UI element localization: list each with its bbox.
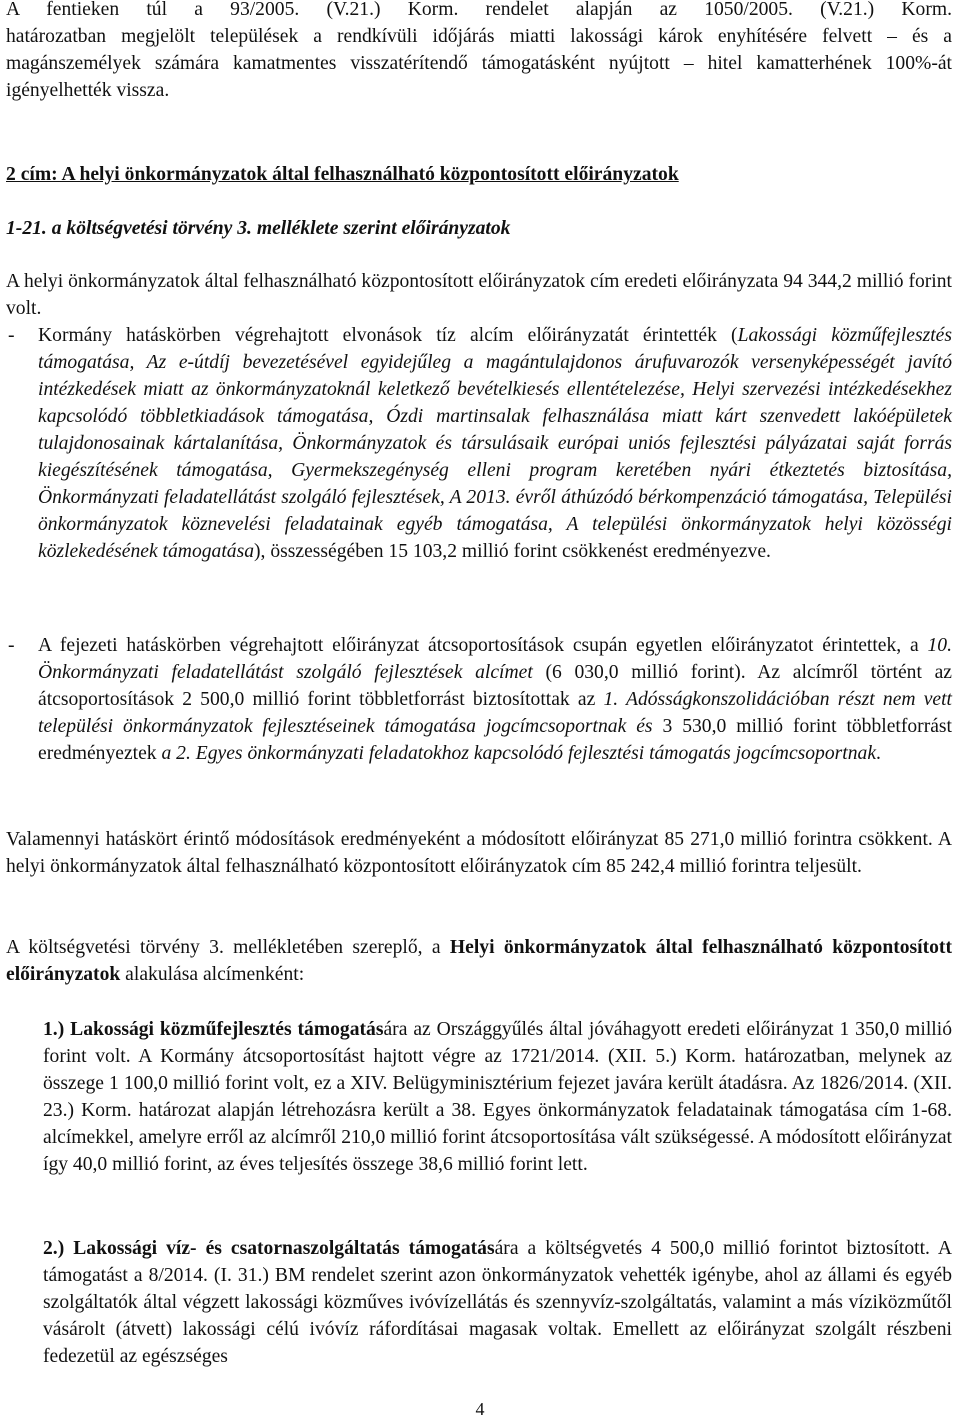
bullet-text: A fejezeti hatáskörben végrehajtott előirányzat átcsoportosítások csupán egyetlen előirányzatot érintettek, a: [38, 635, 928, 656]
bullet-italic: a 2. Egyes önkormányzati feladatokhoz kapcsolódó fejlesztési támogatás jogcímcsoportnak: [161, 743, 877, 764]
item-text: ára az Országgyűlés által jóváhagyott eredeti előirányzat 1 350,0 millió forint volt. A Kormány átcsoportosítást hajtott végre az 1721/2014. (XII. 5.) Korm. határozatban, melynek az összege 1 100,0 millió forint volt, ez a XIV. Belügyminisztérium fejezet javára került átadásra. Az 1826/2014. (XII. 23.) Korm. határozat alapján létrehozásra került a 38. Egyes önkormányzatok feladatainak támogatása cím 1-68. alcímekkel, amelyre erről az alcímről 210,0 millió forint átcsoportosítása vált szükségessé. A módosított előirányzat így 40,0 millió forint, az éves teljesítés összege 38,6 millió forint lett.: [43, 1019, 952, 1175]
bullet-text: 3 530,0 millió forint többletforrást eredményeztek: [38, 716, 953, 764]
intro-paragraph: határozatban megjelölt települések a rendkívüli időjárás miatti lakossági károk enyhítésére felvett – és a magánszemélyek számára kamatmentes visszatérítendő támogatásként nyújtott – hitel kamatterhének 100%-át igényelhették vissza.: [6, 26, 952, 101]
bullet-italic-list: Lakossági közműfejlesztés támogatása, Az e-útdíj bevezetésével egyidejűleg a magántulajdonos árufuvarozók versenyképességét javító intézkedések miatt az önkormányzatoknál keletkező bevételkiesés ellentételezése, Helyi szervezési intézkedésekhez kapcsolódó többletkiadások támogatása, Ózdi martinsalak felhasználása miatt kárt szenvedett lakóépületek tulajdonosainak kártalanítása, Önkormányzatok és társulásaik európai uniós fejlesztési pályázatai saját forrás kiegészítésének támogatása, Gyermekszegénység elleni program keretében nyári étkeztetés biztosítása, Önkormányzati feladatellátást szolgáló fejlesztések, A 2013. évről áthúzódó bérkompenzáció támogatása, Települési önkormányzatok köznevelési feladatainak egyéb támogatása, A települési önkormányzatok helyi közösségi közlekedésének támogatása: [38, 325, 952, 562]
item-1-utility-development: [43, 1016, 952, 1178]
paragraph-modified-appropriation: Valamennyi hatáskört érintő módosítások eredményeként a módosított előirányzat 85 271,0 millió forintra csökkent. A helyi önkormányzatok által felhasználható központosított előirányzatok cím 85 242,4 millió forintra teljesült.: [6, 829, 952, 877]
bullet-text: .: [876, 743, 881, 764]
para-text: alakulása alcímenként:: [120, 964, 305, 985]
paragraph-original-appropriation: A helyi önkormányzatok által felhasználható központosított előirányzatok cím eredeti előirányzata 94 344,2 millió forint volt.: [6, 271, 952, 319]
item-text: ára a költségvetés 4 500,0 millió forintot biztosított. A támogatást a 8/2014. (I. 31.) BM rendelet szerint azon önkormányzatok vehették igénybe, ahol az állami és egyéb szolgáltatók által végzett lakossági közműves ivóvízellátás és szennyvíz-szolgáltatás, valamint a más víziközműtől vásárolt (átvett) lakossági célú ivóvíz ráfordításai magasak voltak. Emellett az előirányzat szolgált részbeni fedezetül az egészséges: [43, 1238, 952, 1367]
paragraph-subtitle-intro: [6, 934, 952, 988]
bullet-chapter-reallocations: [6, 632, 952, 767]
bullet-italic: 10. Önkormányzati feladatellátást szolgáló fejlesztések alcímet: [38, 635, 952, 683]
bullet-government-reallocations: [6, 322, 952, 565]
item-2-water-sewage: [43, 1235, 952, 1370]
bullet-dash: -: [8, 635, 15, 656]
section-heading: 2 cím: A helyi önkormányzatok által felhasználható központosított előirányzatok: [6, 164, 679, 185]
intro-line-1: A fentieken túl a 93/2005. (V.21.) Korm. rendelet alapján az 1050/2005. (V.21.) Korm.: [6, 0, 952, 20]
bullet-dash: -: [8, 325, 15, 346]
bullet-lead: Kormány hatáskörben végrehajtott elvonások tíz alcím előirányzatát érintették (: [38, 325, 738, 346]
bullet-italic: 1. Adósságkonszolidációban részt nem vett települési önkormányzatok fejlesztéseinek támogatása jogcímcsoportnak és: [38, 689, 952, 737]
item-title: 2.) Lakossági víz- és csatornaszolgáltatás támogatás: [43, 1238, 495, 1259]
para-bold: Helyi önkormányzatok által felhasználható központosított előirányzatok: [6, 937, 952, 985]
item-title: 1.) Lakossági közműfejlesztés támogatás: [43, 1019, 384, 1040]
bullet-text: (6 030,0 millió forint). Az alcímről történt az átcsoportosítások 2 500,0 millió forint többletforrást biztosítottak az: [38, 662, 952, 710]
bullet-tail: ), összességében 15 103,2 millió forint csökkenést eredményezve.: [254, 541, 771, 562]
page-number: 4: [475, 1399, 485, 1419]
para-text: A költségvetési törvény 3. mellékletében szereplő, a: [6, 937, 450, 958]
subheading: 1-21. a költségvetési törvény 3. melléklete szerint előirányzatok: [6, 218, 511, 239]
